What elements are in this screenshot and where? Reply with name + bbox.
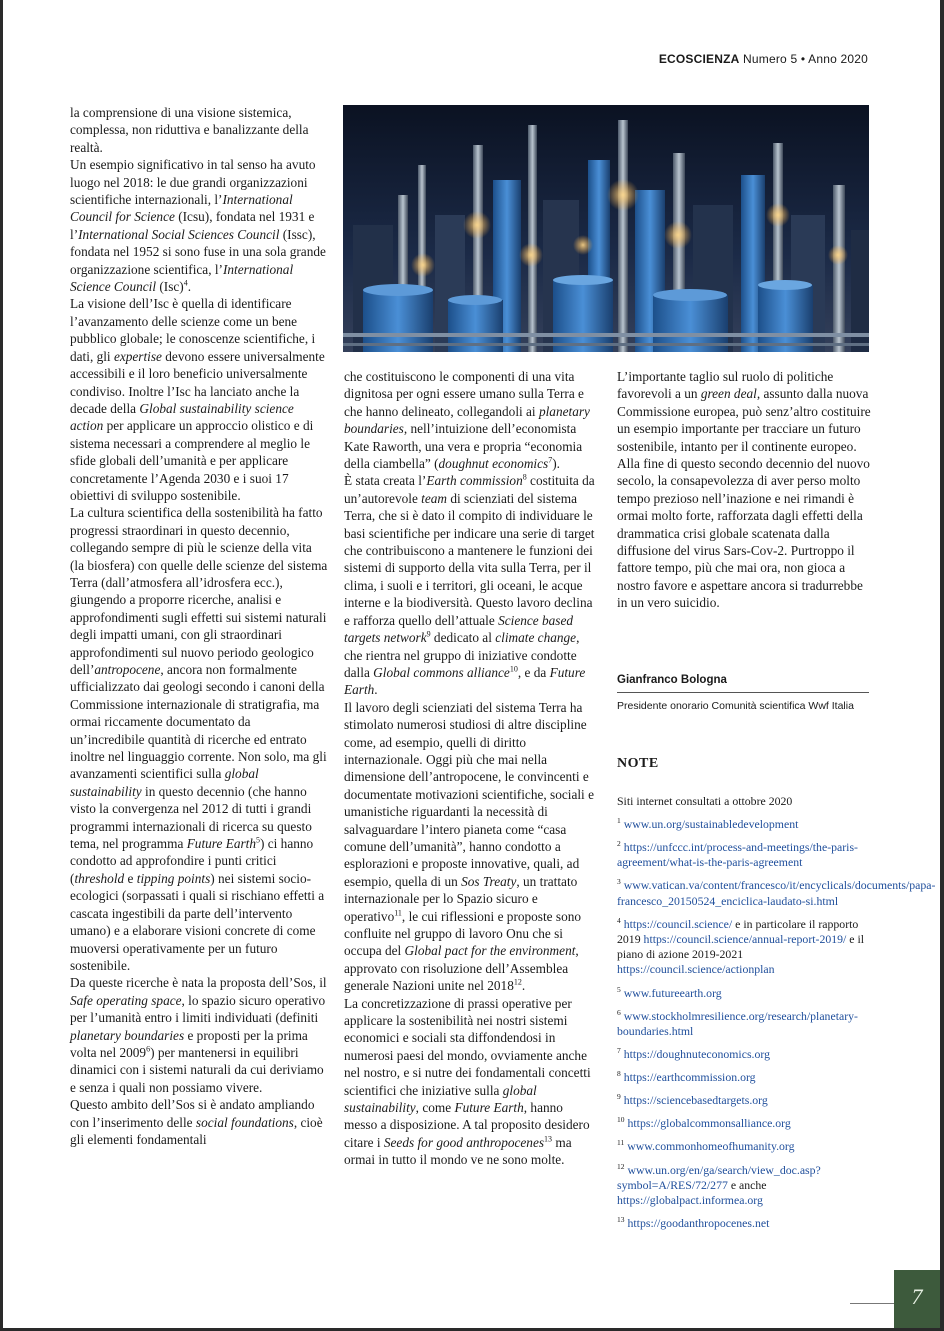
- notes-intro: Siti internet consultati a ottobre 2020: [617, 794, 793, 808]
- note-number: 8: [617, 1069, 621, 1079]
- note-number: 1: [617, 816, 621, 825]
- note-number: 2: [617, 839, 621, 849]
- note-number: 3: [617, 877, 621, 887]
- note-item[interactable]: $^{13}$ https://goodanthropocenes.net: [617, 1215, 770, 1231]
- magazine-brand: ECOSCIENZA: [658, 52, 740, 66]
- note-item[interactable]: $^3$ www.vatican.va/content/francesco/it/encyclicals/documents/papa-francesco_20150524_enciclica-laudato-si.html: [617, 877, 936, 908]
- author-block: [617, 674, 869, 714]
- refinery-illustration: [343, 105, 869, 352]
- issue-info: Numero 5 • Anno 2020: [743, 52, 868, 66]
- note-item[interactable]: $^2$ https://unfccc.int/process-and-meetings/the-paris-agreement/what-is-the-paris-agreement: [617, 839, 858, 870]
- page-edge-right: [940, 0, 944, 1331]
- note-item[interactable]: $^{12}$ www.un.org/en/ga/search/view_doc.asp?symbol=A/RES/72/277 e anche https://globalpact.informea.org: [617, 1161, 821, 1207]
- note-number: 9: [617, 1092, 621, 1102]
- article-column-2: che costituiscono le componenti di una vita dignitosa per ogni essere umano sulla Terra e che hanno delineato, collegandoli ai planetary boundaries, nell’intuizione dell’economista Kate Raworth, una vera e propria “economia della ciambella” (doughnut economics$^7$). È stata creata l’Earth commission$^8$ costituita da un’autorevole team di scienziati del sistema Terra, che si è dato il compito di individuare le basi scientifiche per indicare una serie di target che contribuiscono a mantenere le funzioni dei sistemi di supporto della vita sulla Terra, per il clima, i suoli e i territori, gli oceani, le acque interne e la biodiversità. Questo lavoro declina e rafforza quello dell’attuale Science based targets network$^9$ dedicato al climate change, che rientra nel gruppo di iniziative condotte dalla Global commons alliance$^{10}$, e da Future Earth. Il lavoro degli scienziati del sistema Terra ha stimolato numerosi studiosi di altre discipline come, ad esempio, quelli di diritto internazionale. Oggi più che mai nella dimensione dell’antropocene, le convincenti e documentate motivazioni scientifiche, sociali e umanistiche riguardanti la necessità di salvaguardare l’intero pianeta come “casa comune dell’umanità”, hanno condotto a esplorazioni e proposte innovative, quali, ad esempio, quella di un Sos Treaty, un trattato internazionale per lo Spazio sicuro e operativo$^{11}$, le cui riflessioni e proposte sono confluite nel gruppo di lavoro Onu che si occupa del Global pact for the environment, approvato con risoluzione dell’Assemblea generale Nazioni unite nel 2018$^{12}$. La concretizzazione di prassi operative per applicare la sostenibilità nei nostri sistemi economici e sociali sta diffondendosi in numerosi paesi del mondo, ovviamente anche nel nostro, e si nutre dei fondamentali concetti scientifici che iniziative sulla global sustainability, come Future Earth, hanno messo a disposizione. A tal proposito desidero citare i Seeds for good anthropocenes$^{13}$ ma ormai in tutto il mondo ve ne sono molte.: [344, 369, 595, 1168]
- page-number-rule: [850, 1303, 894, 1304]
- author-role: Presidente onorario Comunità scientifica Wwf Italia: [617, 700, 854, 712]
- page-number: 7: [894, 1270, 940, 1328]
- note-item[interactable]: $^7$ https://doughnuteconomics.org: [617, 1045, 771, 1061]
- note-item[interactable]: $^9$ https://sciencebasedtargets.org: [617, 1092, 768, 1108]
- author-name: Gianfranco Bologna: [617, 674, 869, 693]
- notes-title: NOTE: [617, 756, 659, 771]
- note-number: 12: [617, 1161, 625, 1171]
- note-number: 11: [617, 1138, 625, 1148]
- note-number: 7: [617, 1045, 621, 1055]
- page-edge-left: [0, 0, 3, 1331]
- refinery-night-photo: [343, 105, 869, 352]
- article-column-3: L’importante taglio sul ruolo di politiche favorevoli a un green deal, assunto dalla nuova Commissione europea, può senz’altro costituire un esempio importante per tracciare un futuro sostenibile, intanto per il continente europeo. Alla fine di questo secondo decennio del nuovo secolo, la consapevolezza di aver perso molto tempo prezioso nell’inazione e nei rimandi è ormai molto forte, rafforzata dagli effetti della drammatica crisi globale scatenata dalla diffusione del virus Sars-Cov-2. Purtroppo il fattore tempo, più che mai ora, non gioca a nostro favore e aspettare ancora si tradurrebbe in un vero suicidio.: [617, 369, 871, 611]
- article-column-1: la comprensione di una visione sistemica, complessa, non riduttiva e banalizzante della realtà. Un esempio significativo in tal senso ha avuto luogo nel 2018: le due grandi organizzazioni scientifiche internazionali, l’International Council for Science (Icsu), fondata nel 1931 e l’International Social Sciences Council (Issc), fondata nel 1952 si sono fuse in una sola grande organizzazione scientifica, l’International Science Council (Isc)$^4$. La visione dell’Isc è quella di identificare l’avanzamento delle scienze come un bene pubblico globale; le conoscenze scientifiche, i dati, gli expertise devono essere universalmente accessibili e il loro beneficio universalmente condiviso. Inoltre l’Isc ha lanciato anche la decade della Global sustainability science action per applicare un approccio olistico e di sistema necessari a comprendere al meglio le sfide globali dell’umanità e per applicare concretamente l’Agenda 2030 e i suoi 17 obiettivi di sviluppo sostenibile. La cultura scientifica della sostenibilità ha fatto progressi straordinari in questo decennio, collegando sempre di più le scienze della vita (la biosfera) con quelle delle scienze del sistema Terra (dall’atmosfera all’idrosfera ecc.), giungendo a proporre ricerche, analisi e approfondimenti sugli effetti sui sistemi naturali degli impatti umani, con gli straordinari approfondimenti sul nuovo periodo geologico dell’antropocene, ancora non formalmente ufficializzato dai geologi secondo i canoni della Commissione internazionale di stratigrafia, ma ormai riccamente documentato da un’incredibile quantità di ricerche ed entrato inoltre nel linguaggio corrente. Non solo, ma gli avanzamenti scientifici sulla global sustainability in questo decennio (che hanno visto la convergenza nel 2012 di tutti i grandi programmi internazionali di ricerca su questo tema, nel programma Future Earth$^5$) ci hanno condotto ad approfondire i punti critici (threshold e tipping points) nei sistemi socio-ecologici (sorpassati i quali si rischiano effetti a cascata ingestibili da parte dell’intervento umano) e a elaborare visioni concrete di come muoversi operativamente per un futuro sostenibile. Da queste ricerche è nata la proposta dell’Sos, il Safe operating space, lo spazio sicuro operativo per l’umanità entro i limiti individuati (definiti planetary boundaries e proposti per la prima volta nel 2009$^6$) per mantenersi in equilibri dinamici con i sistemi naturali da cui deriviamo e senza i quali non possiamo vivere. Questo ambito dell’Sos si è andato ampliando con l’inserimento delle social foundations, cioè gli elementi fondamentali: [70, 105, 328, 1147]
- note-item[interactable]: $^5$ www.futureearth.org: [617, 984, 722, 1000]
- note-number: 5: [617, 984, 621, 994]
- running-header: [659, 52, 868, 66]
- notes-section: [617, 756, 936, 1231]
- note-item[interactable]: $^8$ https://earthcommission.org: [617, 1069, 756, 1085]
- note-item[interactable]: $^4$ https://council.science/ e in particolare il rapporto 2019 https://council.science/annual-report-2019/ e il piano di azione 2019-2021 https://council.science/actionplan: [617, 915, 865, 977]
- note-number: 4: [617, 915, 621, 925]
- note-item[interactable]: $^6$ www.stockholmresilience.org/research/planetary-boundaries.html: [617, 1007, 858, 1038]
- note-item[interactable]: $^{10}$ https://globalcommonsalliance.org: [617, 1115, 791, 1131]
- note-item[interactable]: $^{11}$ www.commonhomeofhumanity.org: [617, 1138, 795, 1154]
- note-number: 13: [617, 1215, 625, 1225]
- note-number: 10: [617, 1115, 625, 1125]
- notes-list: [617, 813, 936, 1231]
- note-number: 6: [617, 1007, 621, 1017]
- note-item[interactable]: $^1$ www.un.org/sustainabledevelopment: [617, 816, 799, 831]
